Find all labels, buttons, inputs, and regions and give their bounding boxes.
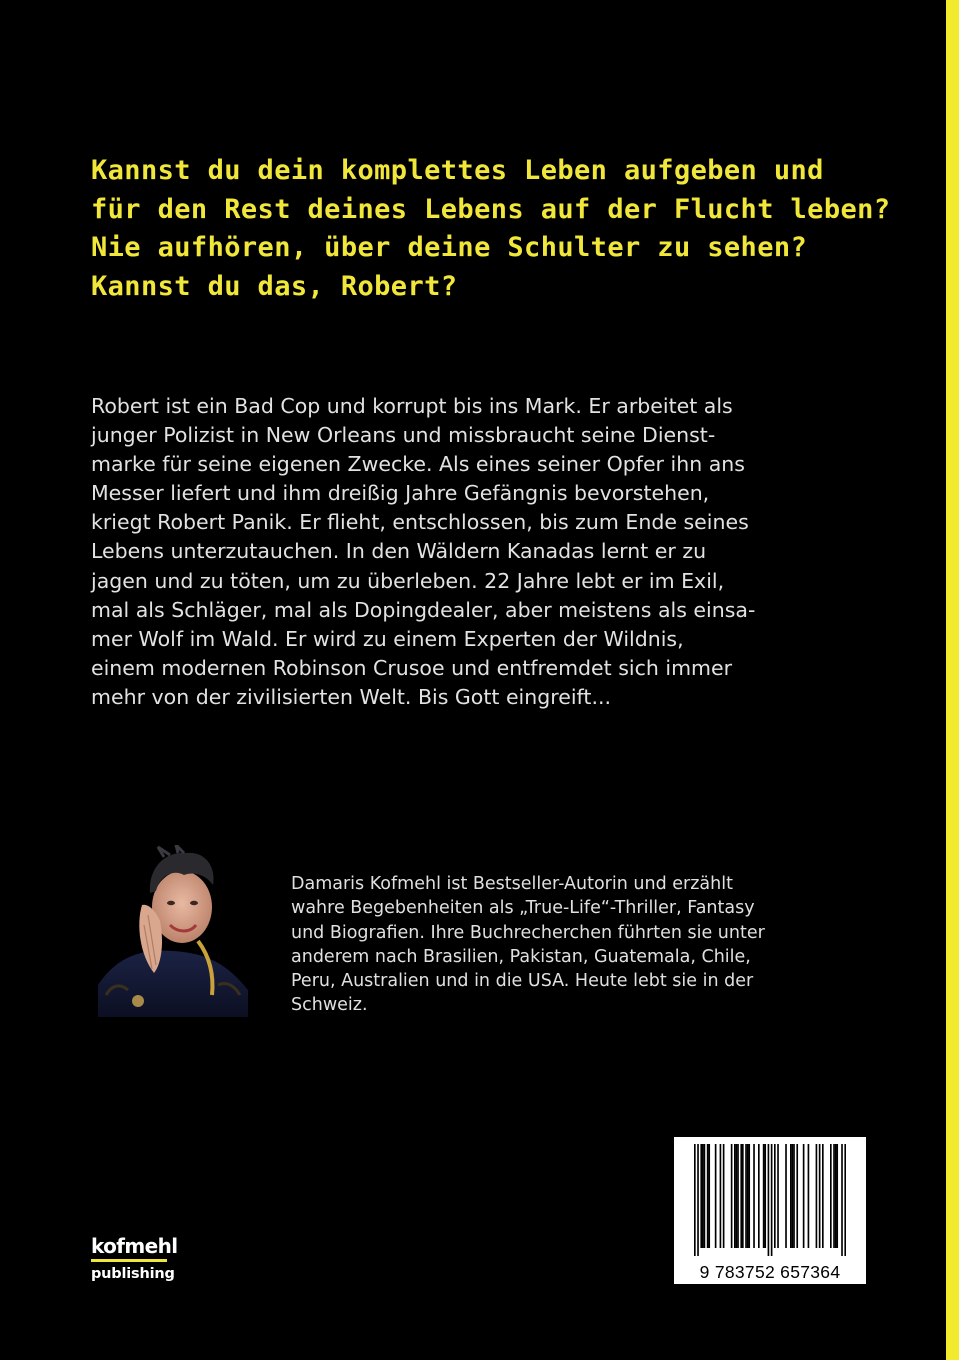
barcode-bar: [715, 1144, 717, 1248]
author-bio-line: Peru, Australien und in die USA. Heute lebt sie in der: [291, 971, 754, 992]
synopsis-line: kriegt Robert Panik. Er flieht, entschlossen, bis zum Ende seines: [91, 510, 749, 535]
barcode-bar: [836, 1144, 838, 1248]
synopsis-line: marke für seine eigenen Zwecke. Als eines seiner Opfer ihn ans: [91, 452, 745, 477]
tagline-line: für den Rest deines Lebens auf der Flucht leben?: [91, 193, 891, 225]
barcode-bar: [720, 1144, 722, 1248]
synopsis-line: junger Polizist in New Orleans und missbraucht seine Dienst-: [91, 423, 716, 448]
barcode-bar: [694, 1144, 696, 1256]
barcode-bar: [736, 1144, 738, 1248]
author-bio-line: wahre Begebenheiten als „True-Life“-Thriller, Fantasy: [291, 898, 755, 919]
tagline-line: Kannst du dein komplettes Leben aufgeben und: [91, 155, 824, 186]
barcode-bar: [830, 1144, 832, 1248]
barcode-bar: [792, 1144, 794, 1248]
synopsis: [91, 392, 756, 712]
author-bio-line: und Biografien. Ihre Buchrecherchen führten sie unter: [291, 922, 765, 943]
publisher-name: kofmehl: [91, 1234, 178, 1258]
barcode-bar: [841, 1144, 843, 1256]
barcode-bar: [790, 1144, 792, 1248]
publisher-logo: [91, 1234, 201, 1294]
isbn-number: 9 783752 657364: [699, 1262, 841, 1282]
synopsis-line: mehr von der zivilisierten Welt. Bis Gott eingreift...: [91, 684, 611, 709]
isbn-barcode: [674, 1137, 866, 1284]
barcode-bar: [796, 1144, 798, 1248]
tagline-line: Kannst du das, Robert?: [91, 270, 458, 302]
author-photo: [98, 845, 248, 1017]
barcode-bar: [844, 1144, 846, 1256]
barcode-bar: [771, 1144, 773, 1256]
barcode-bar: [785, 1144, 787, 1248]
barcode-bar: [723, 1144, 725, 1248]
barcode-bar: [822, 1144, 824, 1248]
barcode-bar: [816, 1144, 818, 1248]
author-bio-line: Damaris Kofmehl ist Bestseller-Autorin und erzählt: [291, 874, 733, 894]
barcode-bar: [768, 1144, 770, 1256]
barcode-bar: [764, 1144, 766, 1248]
barcode-bar: [737, 1144, 739, 1248]
barcode-bar: [753, 1144, 755, 1248]
synopsis-line: Robert ist ein Bad Cop und korrupt bis ins Mark. Er arbeitet als: [91, 394, 733, 418]
barcode-bar: [774, 1144, 776, 1248]
synopsis-line: mal als Schläger, mal als Dopingdealer, aber meistens als einsa-: [91, 597, 756, 622]
barcode-bar: [803, 1144, 805, 1248]
barcode-bar: [731, 1144, 733, 1248]
barcode-bar: [808, 1144, 810, 1248]
publisher-subtitle: publishing: [91, 1266, 175, 1282]
barcode-bar: [700, 1144, 702, 1248]
synopsis-line: Lebens unterzutauchen. In den Wäldern Kanadas lernt er zu: [91, 539, 707, 564]
tagline-line: Nie aufhören, über deine Schulter zu sehen?: [91, 232, 808, 263]
barcode-bar: [819, 1144, 821, 1248]
synopsis-line: jagen und zu töten, um zu überleben. 22 Jahre lebt er im Exil,: [91, 568, 725, 593]
barcode-bar: [702, 1144, 704, 1248]
barcode-bar: [708, 1144, 710, 1248]
barcode-bar: [758, 1144, 760, 1248]
synopsis-line: mer Wolf im Wald. Er wird zu einem Experten der Wildnis,: [91, 626, 684, 651]
author-bio: [291, 872, 811, 1018]
synopsis-line: Messer liefert und ihm dreißig Jahre Gefängnis bevorstehen,: [91, 481, 710, 506]
author-bio-line: anderem nach Brasilien, Pakistan, Guatemala, Chile,: [291, 946, 751, 967]
barcode-bar: [833, 1144, 835, 1248]
barcode-bars: [694, 1144, 846, 1256]
barcode-bar: [793, 1144, 795, 1248]
barcode-bar: [740, 1144, 742, 1248]
barcode-bar: [697, 1144, 699, 1256]
barcode-bar: [747, 1144, 749, 1248]
author-bio-line: Schweiz.: [291, 995, 368, 1016]
barcode-bar: [763, 1144, 765, 1248]
barcode-bar: [777, 1144, 779, 1248]
publisher-logo-bar: [91, 1259, 167, 1262]
tagline: [91, 152, 891, 306]
yellow-edge-stripe: [946, 0, 959, 1360]
barcode-bar: [835, 1144, 837, 1248]
barcode-bar: [734, 1144, 736, 1248]
barcode-bar: [707, 1144, 709, 1248]
barcode-bar: [704, 1144, 706, 1248]
barcode-bar: [745, 1144, 747, 1248]
barcode-bar: [748, 1144, 750, 1248]
barcode-bar: [742, 1144, 744, 1248]
synopsis-line: einem modernen Robinson Crusoe und entfremdet sich immer: [91, 655, 733, 680]
